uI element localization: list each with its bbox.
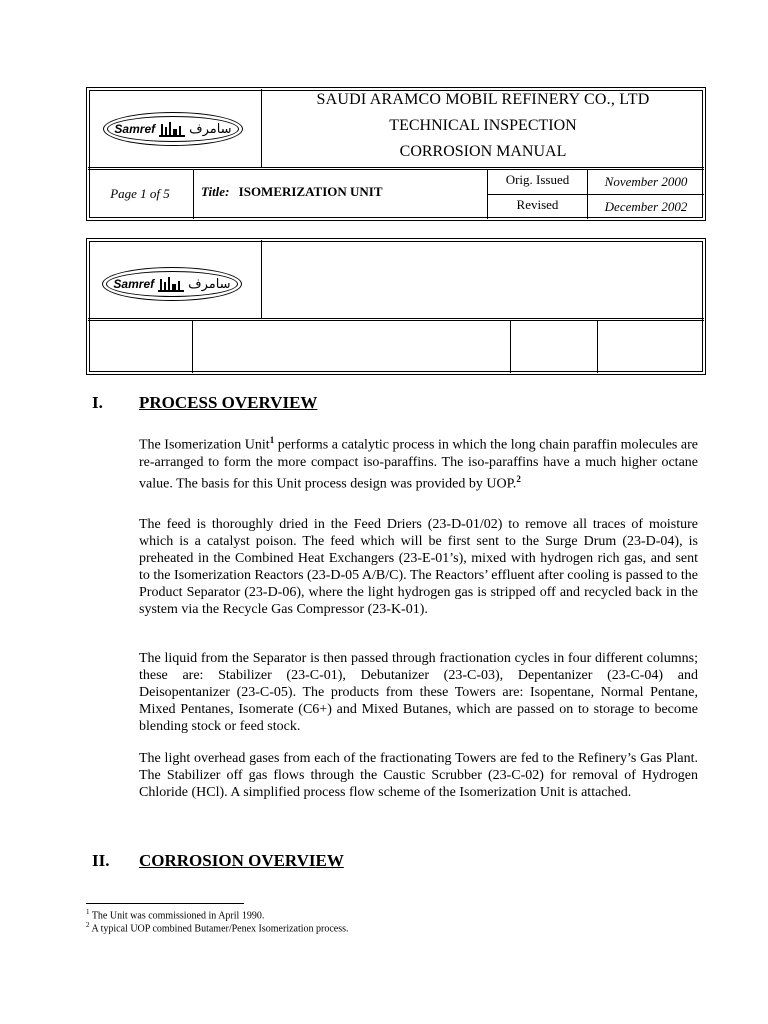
paragraph (139, 432, 698, 492)
footnote (86, 921, 349, 934)
footnote-number: 2 (86, 921, 90, 929)
title-field (201, 184, 383, 200)
footnote-ref: 2 (516, 473, 521, 484)
paragraph-text: performs a catalytic process in which the long chain paraffin molecules are re-arranged to form the more compact iso-paraffins. The iso-paraffins have a much higher octane value. The basis for this Unit process design was provided by UOP. (139, 437, 698, 492)
header-divider (88, 167, 704, 168)
title-value: ISOMERIZATION UNIT (238, 184, 383, 199)
orig-issued-label: Orig. Issued (505, 172, 570, 187)
form-divider (88, 318, 704, 319)
header-divider (193, 169, 194, 219)
page-number: Page 1 of 5 (110, 186, 170, 201)
title-label: Title: (201, 184, 230, 199)
refinery-tower-icon (158, 276, 184, 292)
samref-logo (102, 267, 242, 301)
footnote-ref: 1 (269, 435, 275, 445)
section-title: PROCESS OVERVIEW (139, 393, 318, 412)
form-divider (192, 320, 193, 373)
manual-name: CORROSION MANUAL (399, 143, 567, 160)
header-divider (261, 89, 262, 168)
form-divider (88, 320, 704, 321)
footnote-text: The Unit was commissioned in April 1990. (91, 910, 265, 922)
footnote-text: A typical UOP combined Butamer/Penex Isomerization process. (91, 923, 349, 935)
refinery-tower-icon (159, 121, 185, 137)
section-number: I. (92, 393, 103, 412)
orig-issued-date: November 2000 (604, 174, 688, 189)
footnote-separator (86, 903, 244, 904)
paragraph: The feed is thoroughly dried in the Feed Driers (23-D-01/02) to remove all traces of moisture which is a catalyst poison. The feed which will be first sent to the Surge Drum (23-D-04), is preheated in the Combined Heat Exchangers (23-E-01’s), mixed with hydrogen rich gas, and sent to the Isomerization Reactors (23-D-05 A/B/C). The Reactors’ effluent after cooling is passed to the Product Separator (23-D-06), where the light hydrogen gas is stripped off and recycled back in the system via the Recycle Gas Compressor (23-K-01). (139, 517, 698, 617)
logo-text: Samref (113, 277, 155, 291)
paragraph-text: The Isomerization Unit (139, 437, 270, 453)
header-divider (88, 169, 704, 170)
blank-form-header (86, 238, 706, 375)
header-divider (487, 194, 704, 195)
revised-date: December 2002 (604, 199, 688, 214)
logo-arabic-text: سامرف (188, 276, 231, 292)
revised-label: Revised (516, 197, 559, 212)
form-divider (261, 240, 262, 319)
section-number: II. (92, 851, 110, 870)
paragraph: The liquid from the Separator is then passed through fractionation cycles in four different columns; these are: Stabilizer (23-C-01), Debutanizer (23-C-03), Depentanizer (23-C-04) and Deisopentanizer (23-C-05). The products from these Towers are: Isopentane, Normal Pentane, Mixed Pentanes, Isomerate (C6+) and Mixed Butanes, which are passed on to storage to become blending stock or feed stock. (139, 651, 698, 734)
company-name: SAUDI ARAMCO MOBIL REFINERY CO., LTD (316, 91, 650, 108)
section-title: CORROSION OVERVIEW (139, 851, 344, 870)
form-divider (597, 320, 598, 373)
samref-logo (103, 112, 243, 146)
footnote-number: 1 (86, 908, 90, 916)
footnote (86, 908, 264, 921)
department-name: TECHNICAL INSPECTION (389, 117, 577, 134)
paragraph: The light overhead gases from each of the fractionating Towers are fed to the Refinery’s Gas Plant. The Stabilizer off gas flows through the Caustic Scrubber (23-C-02) for removal of Hydrogen Chloride (HCl). A simplified process flow scheme of the Isomerization Unit is attached. (139, 751, 698, 800)
logo-arabic-text: سامرف (189, 121, 232, 137)
logo-text: Samref (114, 122, 156, 136)
form-divider (510, 320, 511, 373)
